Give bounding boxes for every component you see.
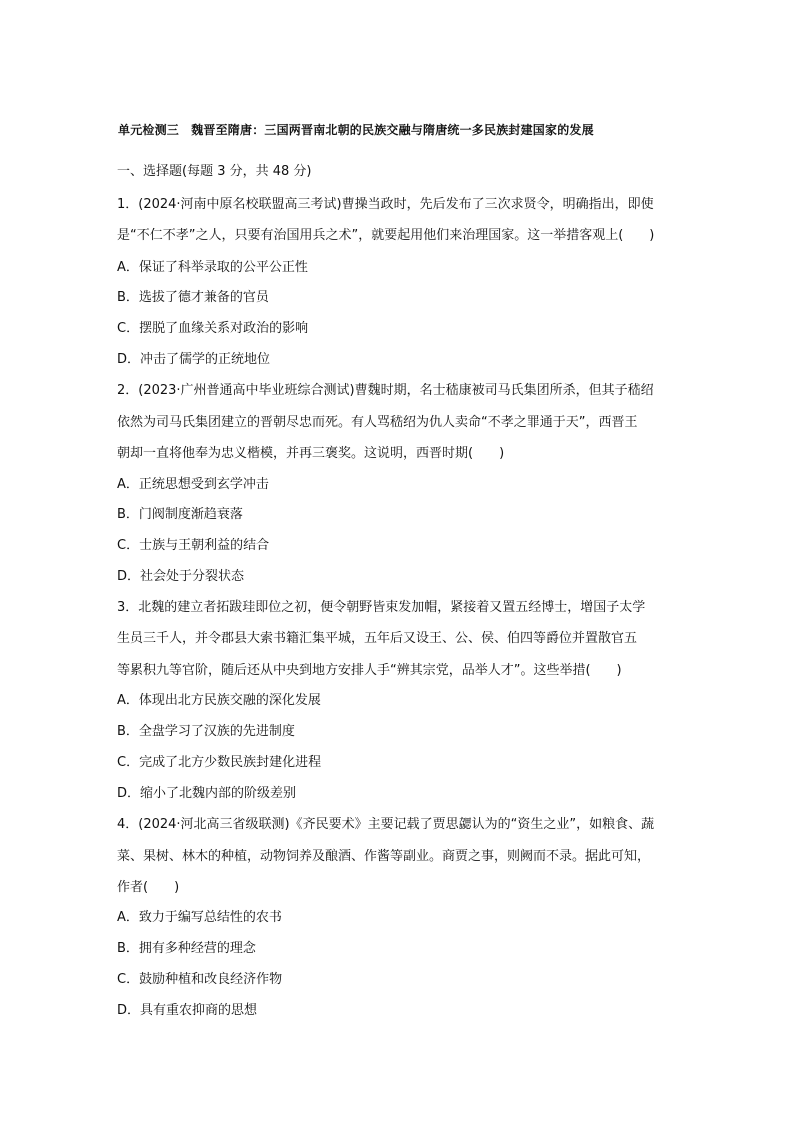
question-3-option-c: C．完成了北方少数民族封建化进程 <box>117 755 322 770</box>
question-3-option-a: A．体现出北方民族交融的深化发展 <box>117 693 321 708</box>
document-title: 单元检测三 魏晋至隋唐：三国两晋南北朝的民族交融与隋唐统一多民族封建国家的发展 <box>118 123 594 137</box>
question-3-option-d: D．缩小了北魏内部的阶级差别 <box>117 786 297 801</box>
question-4-line-3: 作者( ) <box>117 880 180 895</box>
question-1-option-c: C．摆脱了血缘关系对政治的影响 <box>117 321 309 336</box>
question-1-option-b: B．选拔了德才兼备的官员 <box>117 290 269 305</box>
question-1-line-2: 是“不仁不孝”之人，只要有治国用兵之术”，就要起用他们来治理国家。这一举措客观上( ) <box>117 228 655 243</box>
question-2-option-b: B．门阀制度渐趋衰落 <box>117 507 243 522</box>
question-3-line-2: 生员三千人，并令郡县大索书籍汇集平城，五年后又设王、公、侯、伯四等爵位并置散官五 <box>117 631 638 646</box>
question-2-option-d: D．社会处于分裂状态 <box>117 569 245 584</box>
question-2-option-c: C．士族与王朝利益的结合 <box>117 538 270 553</box>
question-2-line-3: 朝却一直将他奉为忠义楷模，并再三褒奖。这说明，西晋时期( ) <box>117 446 505 461</box>
question-4-option-a: A．致力于编写总结性的农书 <box>117 910 282 925</box>
section-heading: 一、选择题(每题 3 分，共 48 分) <box>117 164 312 179</box>
question-4-option-d: D．具有重农抑商的思想 <box>117 1003 258 1018</box>
question-1-line-1: 1．(2024·河南中原名校联盟高三考试)曹操当政时，先后发布了三次求贤令，明确指出，即使 <box>117 197 654 212</box>
question-2-line-1: 2．(2023·广州普通高中毕业班综合测试)曹魏时期，名士嵇康被司马氏集团所杀，但其子嵇绍 <box>117 383 654 398</box>
question-1-option-d: D．冲击了儒学的正统地位 <box>117 352 271 367</box>
question-3-line-3: 等累积九等官阶，随后还从中央到地方安排人手“辨其宗党，品举人才”。这些举措( ) <box>117 663 622 678</box>
question-3-line-1: 3．北魏的建立者拓跋珪即位之初，便令朝野皆束发加帽，紧接着又置五经博士，增国子太学 <box>117 600 646 615</box>
question-4-line-2: 菜、果树、林木的种植，动物饲养及酿酒、作酱等副业。商贾之事，则阙而不录。据此可知， <box>117 849 651 864</box>
question-2-line-2: 依然为司马氏集团建立的晋朝尽忠而死。有人骂嵇绍为仇人卖命“不孝之罪通于天”，西晋王 <box>117 415 638 430</box>
question-2-option-a: A．正统思想受到玄学冲击 <box>117 477 269 492</box>
question-3-option-b: B．全盘学习了汉族的先进制度 <box>117 724 295 739</box>
question-4-line-1: 4．(2024·河北高三省级联测)《齐民要术》主要记载了贾思勰认为的“资生之业”，如粮食、蔬 <box>117 817 655 832</box>
question-4-option-b: B．拥有多种经营的理念 <box>117 941 256 956</box>
question-4-option-c: C．鼓励种植和改良经济作物 <box>117 972 283 987</box>
question-1-option-a: A．保证了科举录取的公平公正性 <box>117 260 308 275</box>
